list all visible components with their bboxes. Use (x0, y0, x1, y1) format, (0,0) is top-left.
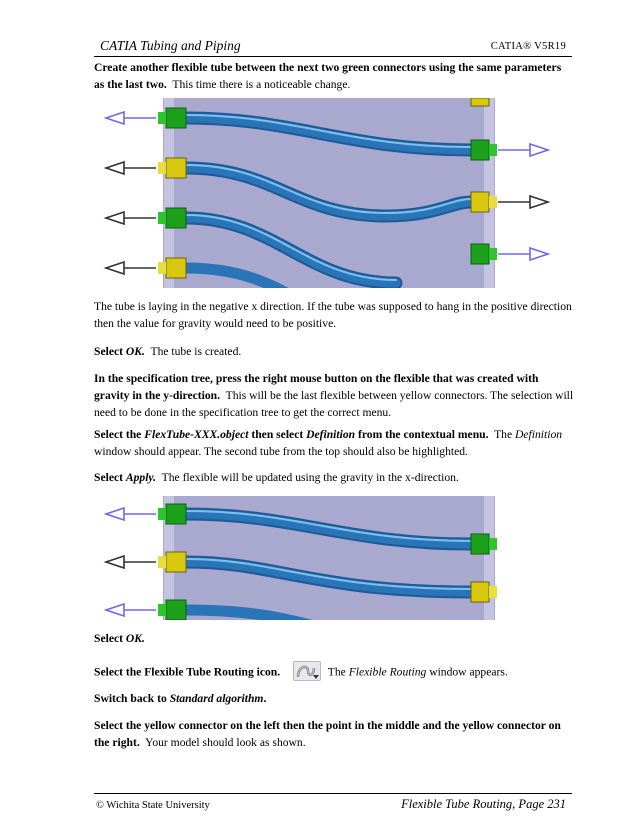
paragraph-select-yellow-connector: Select the yellow connector on the left then the point in the middle and the yellow connector on the right. Your model should look as shown. (94, 719, 561, 749)
paragraph-select-apply: Select Apply. The flexible will be updated using the gravity in the x-direction. (94, 471, 459, 484)
connector-green (158, 600, 186, 620)
paragraph-select-definition: Select the FlexTube-XXX.object then select Definition from the contextual menu. The Definition window should appear. The second tube from the top should also be highlighted. (94, 428, 563, 458)
instruction-text: Create another flexible tube between the next two green connectors using the same parameters as the last two. (94, 61, 562, 91)
flexible-tube-routing-icon[interactable] (293, 661, 321, 681)
paragraph-routing-icon: Select the Flexible Tube Routing icon. The Flexible Routing window appears. (94, 663, 574, 683)
connector-green (158, 504, 186, 524)
connector-yellow (158, 258, 186, 278)
paragraph-select-ok: Select OK. The tube is created. (94, 345, 242, 358)
connector-yellow (158, 158, 186, 178)
model-background (163, 98, 495, 288)
connector-yellow (158, 552, 186, 572)
connector-green (158, 208, 186, 228)
paragraph-specification-tree: In the specification tree, press the right mouse button on the flexible that was created with gravity in the y-direction. This will be the last flexible between yellow connectors. The selection will need to be done in the specification tree to get the correct menu. (94, 372, 574, 419)
footer-rule (94, 793, 572, 794)
header-version: CATIA® V5R19 (490, 41, 566, 52)
paragraph-select-ok-2: Select OK. (94, 632, 145, 645)
header-rule (94, 56, 572, 57)
footer-page-number: Flexible Tube Routing, Page 231 (401, 797, 566, 811)
connector-green (158, 108, 186, 128)
paragraph-gravity-direction: The tube is laying in the negative x direction. If the tube was supposed to hang in the positive direction then the value for gravity would need to be positive. (94, 300, 572, 330)
tube-model-figure-1 (96, 98, 556, 288)
tube-model-figure-2 (96, 496, 516, 620)
header-title: CATIA Tubing and Piping (100, 38, 241, 53)
footer-copyright: © Wichita State University (96, 800, 210, 811)
body-text: This time there is a noticeable change. (172, 78, 351, 91)
connector-yellow (471, 98, 489, 106)
direction-arrows (106, 508, 156, 616)
paragraph-create-flexible (94, 59, 574, 93)
paragraph-standard-algorithm: Switch back to Standard algorithm. (94, 692, 267, 705)
